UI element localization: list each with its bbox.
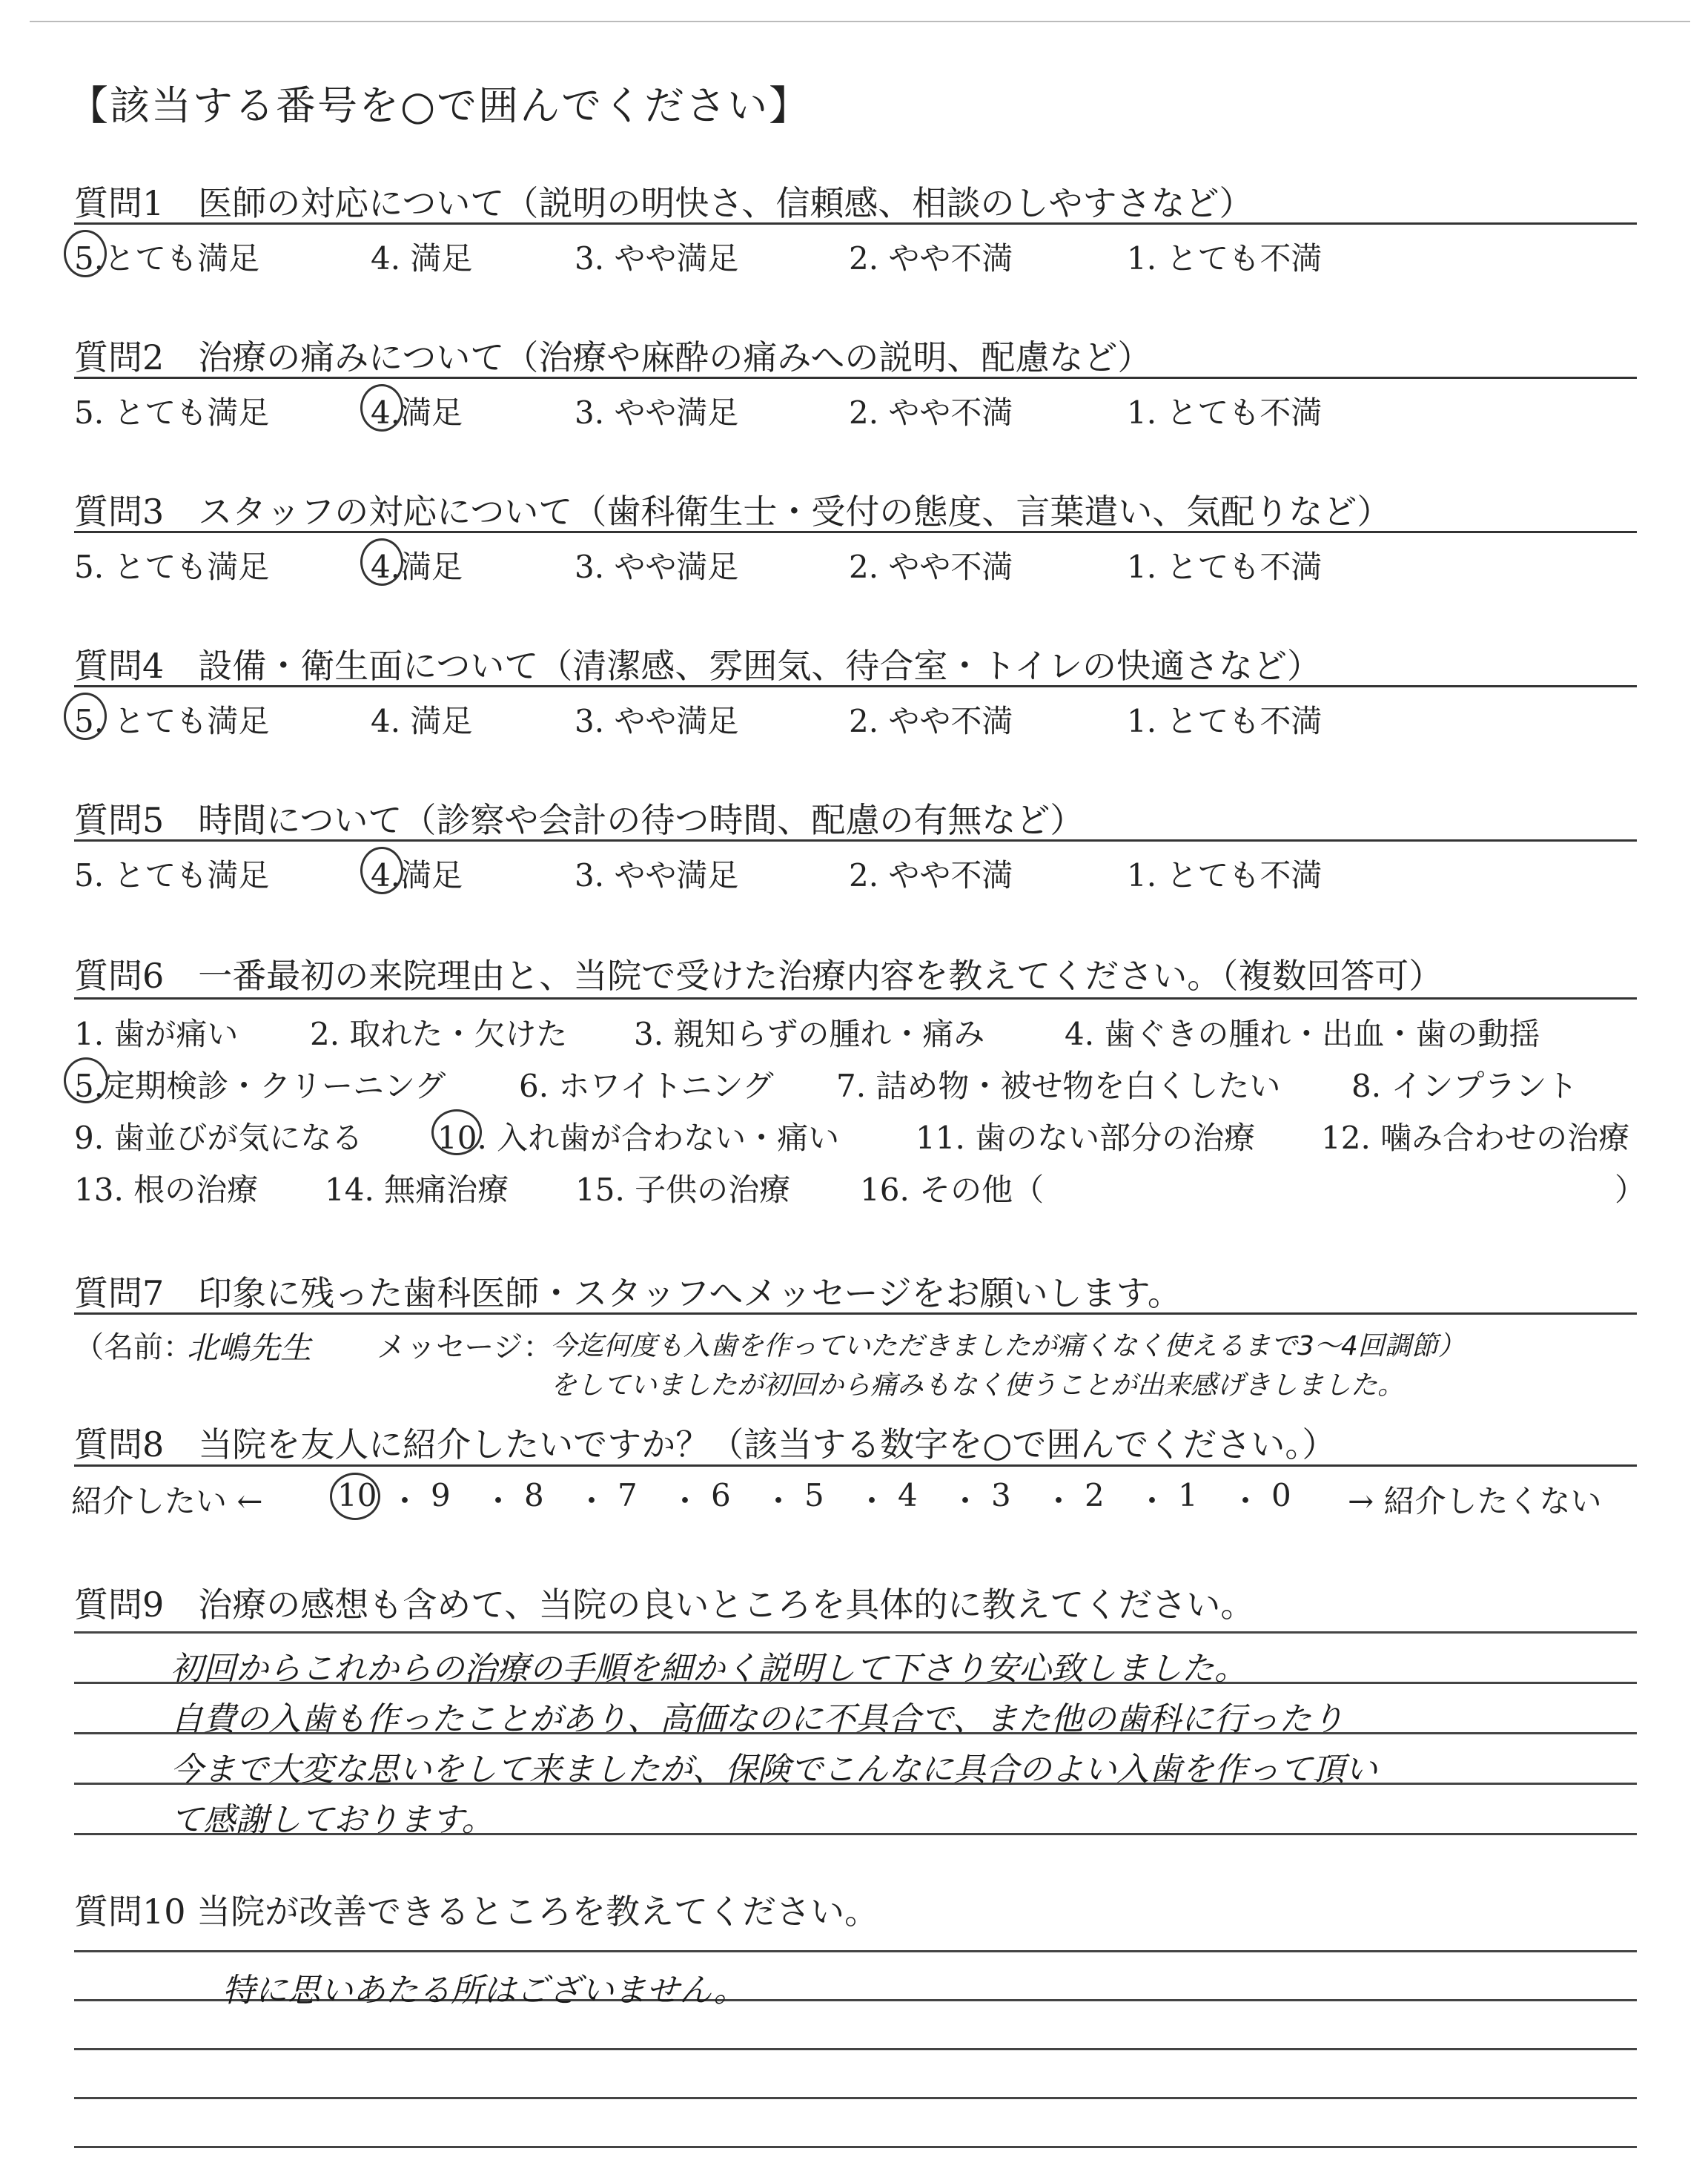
- q8-scale-separator: ・: [1136, 1483, 1168, 1519]
- q6-option-15[interactable]: 15. 子供の治療: [575, 1172, 791, 1208]
- q1-option-1[interactable]: 1. とても不満: [1127, 240, 1323, 277]
- q7-message-line-2[interactable]: をしていましたが初回から痛みもなく使うことが出来感げきしました。: [550, 1370, 1405, 1401]
- q8-right-label: → 紹介したくない: [1348, 1483, 1602, 1519]
- q2-option-3[interactable]: 3. やや満足: [575, 394, 739, 431]
- selection-circle-mark: [360, 384, 403, 432]
- q8-scale-separator: ・: [763, 1483, 795, 1519]
- q5-option-3[interactable]: 3. やや満足: [575, 857, 739, 894]
- q5-option-4[interactable]: 4.満足: [371, 857, 463, 894]
- q2-title: 質問2 治療の痛みについて（治療や麻酔の痛みへの説明、配慮など）: [74, 337, 1152, 377]
- q3-rule: [74, 531, 1637, 533]
- q7-title: 質問7 印象に残った歯科医師・スタッフへメッセージをお願いします。: [74, 1273, 1182, 1313]
- q6-option-12[interactable]: 12. 噛み合わせの治療: [1321, 1120, 1630, 1156]
- q10-title: 質問10 当院が改善できるところを教えてください。: [74, 1892, 879, 1932]
- q7-message-label: メッセージ：: [377, 1330, 553, 1364]
- q8-scale-separator: ・: [483, 1483, 514, 1519]
- q4-option-4[interactable]: 4. 満足: [371, 703, 473, 739]
- q3-title: 質問3 スタッフの対応について（歯科衛生士・受付の態度、言葉遣い、気配りなど）: [74, 492, 1391, 532]
- q5-option-5[interactable]: 5. とても満足: [74, 857, 270, 894]
- q1-option-3[interactable]: 3. やや満足: [575, 240, 739, 277]
- q8-scale-separator: ・: [389, 1483, 421, 1519]
- q3-option-2[interactable]: 2. やや不満: [849, 549, 1013, 585]
- q10-line-4: [74, 2097, 1637, 2099]
- q6-option-8[interactable]: 8. インプラント: [1351, 1068, 1578, 1104]
- q5-rule: [74, 839, 1637, 842]
- q8-scale-separator: ・: [669, 1483, 701, 1519]
- q3-option-3[interactable]: 3. やや満足: [575, 549, 739, 585]
- q7-rule: [74, 1312, 1637, 1315]
- q3-option-4[interactable]: 4.満足: [371, 549, 463, 585]
- selection-circle-mark: [360, 847, 403, 894]
- q6-option-9[interactable]: 9. 歯並びが気になる: [74, 1120, 363, 1156]
- selection-circle-mark: [64, 1057, 108, 1103]
- page-heading: 【該当する番号を○で囲んでください】: [68, 82, 811, 129]
- q8-scale-separator: ・: [950, 1483, 982, 1519]
- q7-message-line-1[interactable]: 今迄何度も入歯を作っていただきましたが痛くなく使えるまで3〜4回調節）: [550, 1331, 1465, 1361]
- q8-scale-10[interactable]: 10: [337, 1477, 377, 1513]
- q8-left-label: 紹介したい ←: [71, 1483, 263, 1519]
- q3-option-5[interactable]: 5. とても満足: [74, 549, 270, 585]
- q8-scale-separator: ・: [1230, 1483, 1262, 1519]
- q2-rule: [74, 377, 1637, 379]
- q6-option-16[interactable]: 16. その他（: [860, 1172, 1045, 1208]
- q4-option-1[interactable]: 1. とても不満: [1127, 703, 1323, 739]
- q8-scale-6[interactable]: 6: [711, 1477, 731, 1513]
- q4-option-2[interactable]: 2. やや不満: [849, 703, 1013, 739]
- selection-circle-mark: [330, 1473, 380, 1520]
- q5-title: 質問5 時間について（診察や会計の待つ時間、配慮の有無など）: [74, 800, 1085, 840]
- q9-answer-line-4[interactable]: て感謝しております。: [171, 1801, 494, 1839]
- q7-name-value[interactable]: 北嶋先生: [187, 1330, 312, 1366]
- q8-scale-8[interactable]: 8: [524, 1477, 544, 1513]
- selection-circle-mark: [64, 230, 107, 277]
- q9-answer-line-1[interactable]: 初回からこれからの治療の手順を細かく説明して下さり安心致しました。: [171, 1650, 1247, 1688]
- q8-scale-separator: ・: [576, 1483, 608, 1519]
- q4-title: 質問4 設備・衛生面について（清潔感、雰囲気、待合室・トイレの快適さなど）: [74, 646, 1322, 686]
- q2-option-2[interactable]: 2. やや不満: [849, 394, 1013, 431]
- q6-option-2[interactable]: 2. 取れた・欠けた: [310, 1016, 568, 1052]
- q2-option-5[interactable]: 5. とても満足: [74, 394, 270, 431]
- q8-scale-2[interactable]: 2: [1085, 1477, 1105, 1513]
- q1-option-5[interactable]: 5.とても満足: [74, 240, 260, 277]
- q1-title: 質問1 医師の対応について（説明の明快さ、信頼感、相談のしやすさなど）: [74, 183, 1254, 223]
- q4-option-5[interactable]: 5. とても満足: [74, 703, 270, 739]
- q8-scale-separator: ・: [1043, 1483, 1075, 1519]
- q10-line-1: [74, 1950, 1637, 1952]
- q9-answer-line-3[interactable]: 今まで大変な思いをして来ましたが、保険でこんなに具合のよい入歯を作って頂い: [171, 1751, 1377, 1789]
- q7-name-label: （名前：: [74, 1330, 193, 1364]
- q4-rule: [74, 685, 1637, 687]
- q4-option-3[interactable]: 3. やや満足: [575, 703, 739, 739]
- q9-title: 質問9 治療の感想も含めて、当院の良いところを具体的に教えてください。: [74, 1585, 1255, 1625]
- q6-option-10[interactable]: 10. 入れ歯が合わない・痛い: [437, 1120, 840, 1156]
- q8-scale-5[interactable]: 5: [804, 1477, 824, 1513]
- selection-circle-mark: [360, 538, 403, 586]
- q9-answer-line-2[interactable]: 自費の入歯も作ったことがあり、高価なのに不具合で、また他の歯科に行ったり: [171, 1700, 1345, 1738]
- q6-option-1[interactable]: 1. 歯が痛い: [74, 1016, 239, 1052]
- q8-scale-4[interactable]: 4: [898, 1477, 918, 1513]
- q8-scale-separator: ・: [856, 1483, 888, 1519]
- q1-rule: [74, 222, 1637, 225]
- q8-rule: [74, 1464, 1637, 1467]
- q6-option-11[interactable]: 11. 歯のない部分の治療: [916, 1120, 1256, 1156]
- q8-scale-3[interactable]: 3: [991, 1477, 1011, 1513]
- q8-scale-7[interactable]: 7: [618, 1477, 638, 1513]
- q6-option-3[interactable]: 3. 親知らずの腫れ・痛み: [634, 1016, 985, 1052]
- q8-scale-0[interactable]: 0: [1271, 1477, 1291, 1513]
- q6-option-13[interactable]: 13. 根の治療: [74, 1172, 259, 1208]
- q5-option-2[interactable]: 2. やや不満: [849, 857, 1013, 894]
- selection-circle-mark: [431, 1109, 482, 1155]
- q6-rule: [74, 997, 1637, 1000]
- q1-option-4[interactable]: 4. 満足: [371, 240, 473, 277]
- q10-answer[interactable]: 特に思いあたる所はございません。: [222, 1972, 747, 2009]
- q6-option-7[interactable]: 7. 詰め物・被せ物を白くしたい: [836, 1068, 1281, 1104]
- q2-option-4[interactable]: 4.満足: [371, 394, 463, 431]
- q6-option-4[interactable]: 4. 歯ぐきの腫れ・出血・歯の動揺: [1065, 1016, 1540, 1052]
- q1-option-2[interactable]: 2. やや不満: [849, 240, 1013, 277]
- page-top-border: [30, 21, 1690, 22]
- q8-scale-9[interactable]: 9: [431, 1477, 451, 1513]
- q6-option-16-close: ）: [1615, 1172, 1646, 1208]
- q6-option-5[interactable]: 5.定期検診・クリーニング: [74, 1068, 446, 1104]
- q6-title: 質問6 一番最初の来院理由と、当院で受けた治療内容を教えてください。（複数回答可）: [74, 956, 1443, 996]
- q8-title: 質問8 当院を友人に紹介したいですか？（該当する数字を○で囲んでください。）: [74, 1424, 1337, 1464]
- q10-line-5: [74, 2146, 1637, 2148]
- q10-line-3: [74, 2048, 1637, 2050]
- q6-option-6[interactable]: 6. ホワイトニング: [519, 1068, 774, 1104]
- q3-option-1[interactable]: 1. とても不満: [1127, 549, 1323, 585]
- q9-line-1: [74, 1631, 1637, 1634]
- q5-option-1[interactable]: 1. とても不満: [1127, 857, 1323, 894]
- q2-option-1[interactable]: 1. とても不満: [1127, 394, 1323, 431]
- selection-circle-mark: [64, 693, 107, 740]
- q6-option-14[interactable]: 14. 無痛治療: [325, 1172, 509, 1208]
- q8-scale-1[interactable]: 1: [1178, 1477, 1198, 1513]
